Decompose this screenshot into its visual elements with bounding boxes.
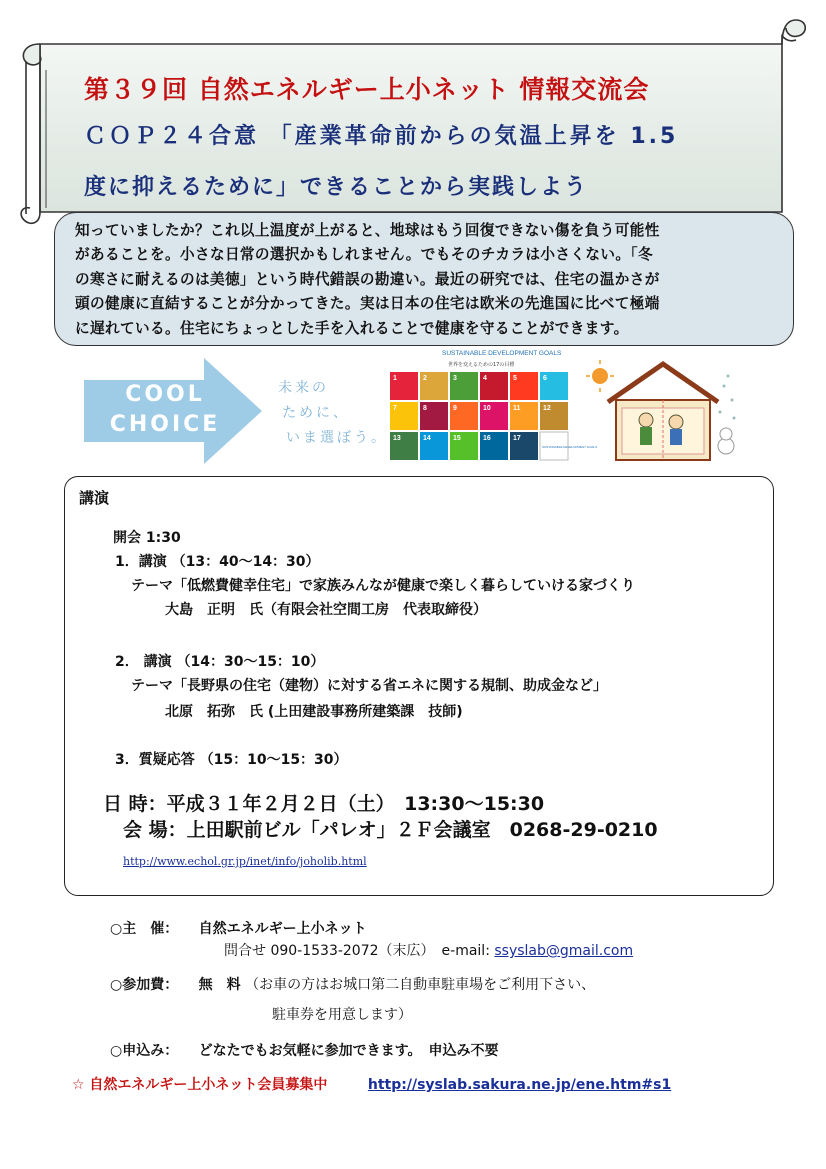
lecture2-speaker: 北原 拓弥 氏 (上田建設事務所建築課 技師) [165,704,463,720]
sdg-goal-number: 9 [453,405,457,412]
cool-choice-text: COOL CHOICE [109,382,221,437]
event-venue: 会 場：上田駅前ビル「パレオ」２Ｆ会議室 0268-29-0210 [123,819,658,841]
fee-row [110,974,595,994]
sdg-goal-number: 8 [423,405,427,412]
fee-value: 無 料 [198,977,241,993]
lecture1-theme: テーマ「低燃費健幸住宅」で家族みんなが健康で楽しく暮らしていける家づくり [131,578,635,594]
lecture-box [64,476,774,896]
sdg-goal-number: 2 [423,375,427,382]
sdg-logo-text: SUSTAINABLE DEVELOPMENT GOALS [542,445,598,449]
contact-text: 問合せ 090-1533-2072（末広） e-mail: [224,943,490,959]
qa-title: 3．質疑応答 （15：10～15：30） [115,752,348,768]
intro-line: があることを。小さな日常の選択かもしれません。でもそのチカラは小さくない。「冬 [75,246,654,264]
member-recruit: ☆ 自然エネルギー上小ネット会員募集中 [72,1077,328,1093]
sdg-header-text: SUSTAINABLE DEVELOPMENT GOALS [442,350,562,357]
intro-line: 頭の健康に直結することが分かってきた。実は日本の住宅は欧米の先進国に比べて極端 [75,295,660,313]
sdg-goal-number: 11 [513,405,521,412]
lecture1-title: 1．講演 （13：40～14：30） [115,554,320,570]
fee-label: ○参加費： [110,977,179,993]
sdg-goals-image [388,346,598,468]
intro-line: 知っていましたか？これ以上温度が上がると、地球はもう回復できない傷を負う可能性 [75,222,660,239]
fee-note2: 駐車券を用意します） [272,1007,412,1023]
lecture2-title: 2． 講演 （14：30～15：10） [115,654,325,670]
warm-house-illustration [588,356,738,466]
apply-row [110,1040,499,1060]
email-link[interactable]: ssyslab@gmail.com [494,943,634,959]
fee-note: （お車の方はお城口第二自動車駐車場をご利用下さい、 [245,977,596,993]
sdg-goal-number: 10 [483,405,491,412]
member-row [72,1074,671,1094]
lecture-heading: 講演 [79,489,110,507]
opening-time: 開会 1:30 [113,530,181,546]
host-label: ○主 催： [110,921,179,937]
apply-text: どなたでもお気軽に参加できます。 申込み不要 [198,1043,499,1059]
sdg-goal-number: 16 [483,435,491,442]
info-link[interactable]: http://www.echol.gr.jp/inet/info/joholib.html [123,855,367,868]
event-subtitle-line1: ＣＯＰ２４合意 「産業革命前からの気温上昇を 1.5 [84,124,679,149]
sdg-goal-number: 13 [393,435,401,442]
event-subtitle-line2: 度に抑えるために」できることから実践しよう [84,175,589,200]
sdg-goal-number: 7 [393,405,397,412]
scroll-banner [0,0,826,240]
host-row [110,918,367,938]
intro-box [54,212,794,346]
sdg-goal-number: 4 [483,375,487,382]
member-url-link[interactable]: http://syslab.sakura.ne.jp/ene.htm#s1 [367,1077,672,1093]
sdg-goal-number: 14 [423,435,431,442]
contact-row [224,940,633,960]
sdg-goal-number: 1 [393,375,397,382]
apply-label: ○申込み： [110,1043,179,1059]
event-title: 第３９回 自然エネルギー上小ネット 情報交流会 [84,75,650,104]
intro-line: の寒さに耐えるのは美徳」という時代錯誤の勘違い。最近の研究では、住宅の温かさが [75,270,660,288]
sdg-goal-number: 17 [513,435,521,442]
svg-text:世界を変えるための17の目標: 世界を変えるための17の目標 [448,362,515,368]
sdg-goal-number: 5 [513,375,517,382]
sdg-goal-number: 12 [543,405,551,412]
intro-line: に遅れている。住宅にちょっとした手を入れることで健康を守ることができます。 [75,319,629,337]
event-date: 日 時：平成３１年２月２日（土） 13:30～15:30 [103,793,545,815]
sdg-goal-number: 6 [543,375,547,382]
host-name: 自然エネルギー上小ネット [198,921,367,937]
lecture1-speaker: 大島 正明 氏（有限会社空間工房 代表取締役） [165,602,487,618]
sdg-goal-number: 15 [453,435,461,442]
mirai-slogan: 未来の ために、 いま選ぼう。 [278,380,388,446]
sdg-goal-number: 3 [453,375,457,382]
lecture2-theme: テーマ「長野県の住宅（建物）に対する省エネに関する規制、助成金など」 [131,678,607,694]
